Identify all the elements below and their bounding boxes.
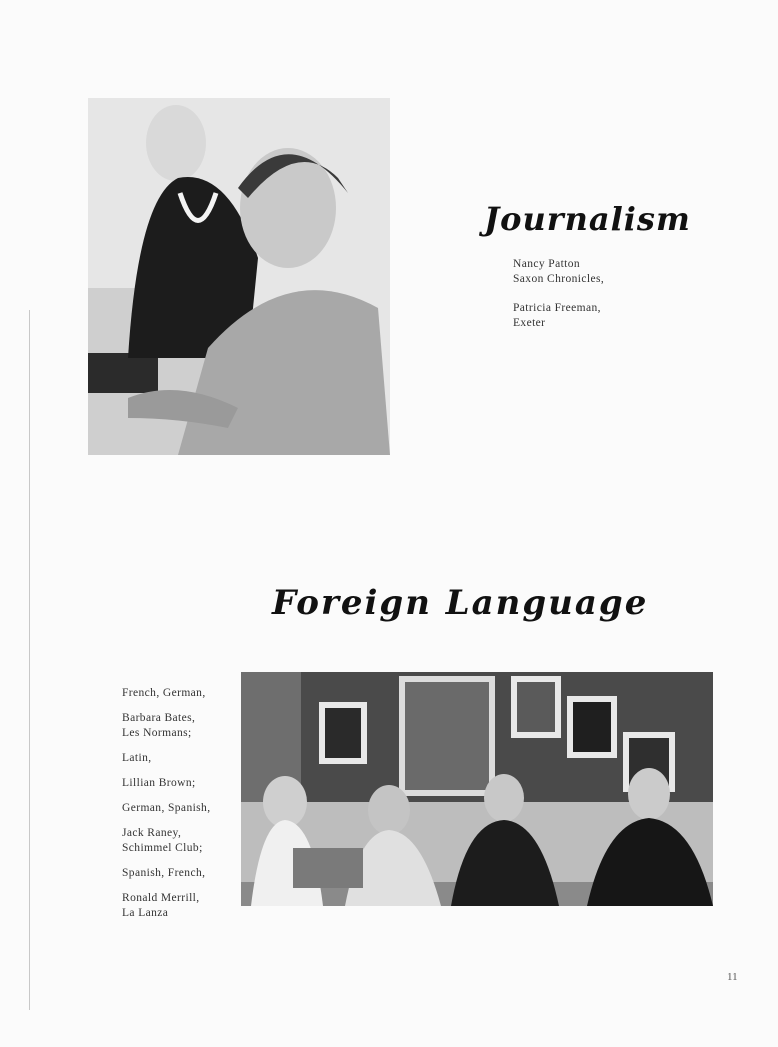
list-item bbox=[122, 711, 242, 741]
list-line: La Lanza bbox=[122, 907, 169, 919]
list-item bbox=[122, 751, 242, 766]
foreign-language-heading: Foreign Language bbox=[272, 583, 649, 623]
list-line: French, German, bbox=[122, 687, 206, 699]
foreign-language-teacher-list bbox=[122, 686, 242, 931]
list-item bbox=[122, 891, 242, 921]
list-line: Barbara Bates, bbox=[122, 712, 196, 724]
list-line: Spanish, French, bbox=[122, 867, 206, 879]
list-item bbox=[122, 826, 242, 856]
list-line: Ronald Merrill, bbox=[122, 892, 200, 904]
list-line: Jack Raney, bbox=[122, 827, 182, 839]
credit-line: Saxon Chronicles, bbox=[513, 273, 605, 285]
page-binding-line bbox=[29, 310, 30, 1010]
list-line: Lillian Brown; bbox=[122, 777, 196, 789]
foreign-language-teachers-photo bbox=[241, 672, 713, 906]
page-number: 11 bbox=[727, 971, 738, 983]
journalism-heading: Journalism bbox=[484, 200, 691, 238]
journalism-teachers-photo bbox=[88, 98, 390, 455]
list-item bbox=[122, 866, 242, 881]
list-item bbox=[122, 776, 242, 791]
list-line: German, Spanish, bbox=[122, 802, 211, 814]
credit-line: Patricia Freeman, bbox=[513, 302, 601, 314]
list-line: Latin, bbox=[122, 752, 152, 764]
credit-line: Nancy Patton bbox=[513, 258, 581, 270]
list-item bbox=[122, 801, 242, 816]
list-item bbox=[122, 686, 242, 701]
list-line: Schimmel Club; bbox=[122, 842, 203, 854]
journalism-credits bbox=[513, 257, 663, 331]
list-line: Les Normans; bbox=[122, 727, 192, 739]
credit-line: Exeter bbox=[513, 317, 546, 329]
